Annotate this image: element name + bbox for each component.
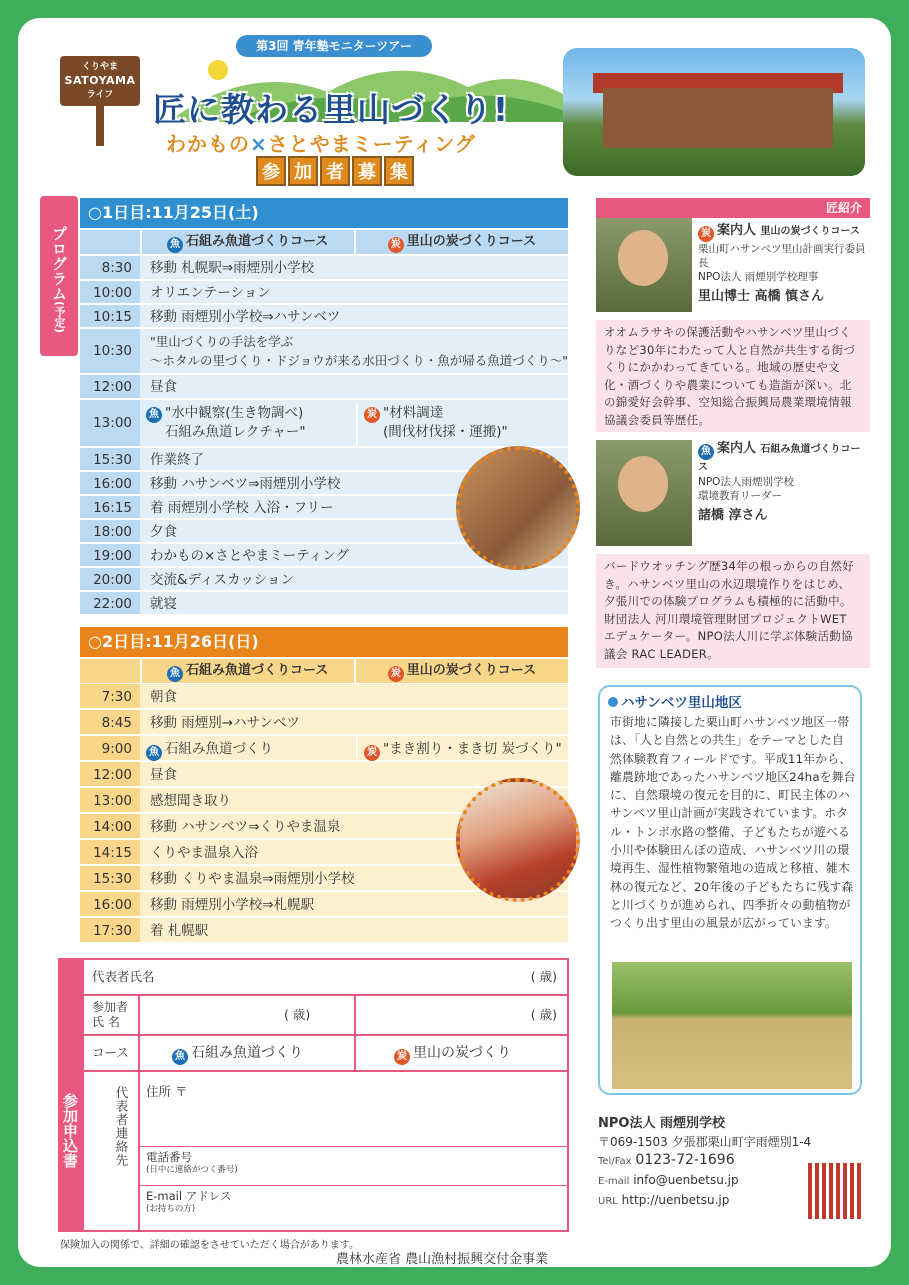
schedule-row (80, 329, 568, 375)
role-course: 里山の炭づくりコース (760, 226, 861, 237)
time: 10:15 (80, 305, 140, 327)
sub-title-b: さとやまミーティング (267, 132, 476, 156)
time: 12:00 (80, 762, 140, 786)
age-field[interactable]: ( 歳) (530, 969, 557, 984)
recruit-banner (256, 156, 414, 186)
day1-course-row (80, 230, 568, 254)
satoyama-sign (60, 48, 140, 144)
course-coal-text: 里山の炭づくり (413, 1045, 511, 1061)
guide2-line1: NPO法人雨煙別学校 (698, 476, 794, 488)
guide2-info (698, 442, 870, 523)
time: 16:00 (80, 892, 140, 916)
course-label: 石組み魚道づくりコース (185, 663, 329, 678)
coal-icon: 炭 (364, 745, 380, 761)
guide2-desc: バードウオッチング歴34年の根っからの自然好き。ハサンベツ里山の水辺環境作りをはじめ、夕張川での体験プログラムも積極的に活動中。財団法人 河川環境管理財団プロジェクトWET エデュケーター。NPO法人川に学ぶ体験活動協議会 RAC LEADER。 (596, 554, 870, 668)
fish-icon: 魚 (167, 237, 183, 253)
tour-badge: 第3回 青年塾モニターツアー (236, 35, 432, 57)
time: 17:30 (80, 918, 140, 942)
url-label: URL (598, 1196, 618, 1207)
recruit-char: 募 (352, 156, 382, 186)
activity: 石組み魚道づくり (165, 741, 273, 757)
rep-name-label: 代表者氏名 (92, 969, 155, 984)
role: 案内人 (717, 441, 757, 456)
sub-title-x: × (250, 132, 268, 156)
field-photo (612, 962, 852, 1089)
activity: "里山づくりの手法を学ぶ (150, 334, 294, 349)
bullet-icon (608, 697, 618, 707)
activity: 作業終了 (140, 448, 568, 470)
day2-course-coal (356, 659, 568, 683)
course-coal-option[interactable] (394, 1036, 511, 1070)
area-title-text: ハサンベツ里山地区 (621, 695, 742, 711)
participant-label-1: 参加者 (92, 1000, 129, 1014)
activity: 感想聞き取り (140, 788, 568, 812)
time: 12:00 (80, 375, 140, 398)
day1-course-coal (356, 230, 568, 254)
schedule-row (80, 400, 568, 448)
flyer-sheet (18, 18, 891, 1267)
course-fish-text: 石組み魚道づくり (191, 1045, 303, 1061)
time: 13:00 (80, 400, 140, 446)
dorm-room-photo (456, 778, 580, 902)
schedule-row (80, 375, 568, 400)
day1-heading (80, 198, 568, 228)
activity: 移動 くりやま温泉⇒雨煙別小学校 (140, 866, 568, 890)
phone-field[interactable] (146, 1151, 238, 1177)
activity: くりやま温泉入浴 (140, 840, 568, 864)
course-label: 里山の炭づくりコース (406, 234, 537, 249)
activity: 移動 ハサンベツ⇒くりやま温泉 (140, 814, 568, 838)
mail-label: E-mail (598, 1176, 630, 1187)
participant-row (84, 996, 567, 1036)
participant-label-2: 氏 名 (92, 1015, 120, 1029)
tel-label: Tel/Fax (598, 1156, 632, 1167)
website-link[interactable]: http://uenbetsu.jp (621, 1193, 730, 1207)
recruit-char: 者 (320, 156, 350, 186)
activity: 朝食 (140, 684, 568, 708)
time: 14:00 (80, 814, 140, 838)
guide1-photo (596, 218, 692, 312)
guide2-photo (596, 440, 692, 546)
fish-icon: 魚 (146, 407, 162, 423)
guide2-name: 諸橋 淳さん (698, 508, 768, 523)
activity: 着 札幌駅 (140, 918, 568, 942)
day1-course-fish (142, 230, 354, 254)
schedule-row (80, 736, 568, 762)
schedule-row (80, 568, 568, 592)
role: 案内人 (717, 223, 757, 238)
age-field[interactable]: ( 歳) (530, 1007, 557, 1022)
guide1-line1: 栗山町ハサンベツ里山計画実行委員長 (698, 243, 866, 269)
form-tag: 参加申込書 (58, 958, 82, 1232)
coal-icon: 炭 (394, 1049, 410, 1065)
day1-weekday: (土) (228, 203, 259, 222)
activity: 夕食 (140, 520, 568, 542)
coal-icon: 炭 (364, 407, 380, 423)
application-form (82, 958, 569, 1232)
time: 20:00 (80, 568, 140, 590)
main-title: 匠に教わる里山づくり! (153, 90, 510, 129)
coal-icon: 炭 (388, 666, 404, 682)
school-building-photo (563, 48, 865, 176)
tel-number: 0123-72-1696 (635, 1152, 735, 1168)
activity: (間伐材伐採・運搬)" (383, 424, 508, 440)
sub-title-a: わかもの (166, 132, 250, 156)
program-tag (40, 196, 78, 356)
activity: 移動 雨煙別→ハサンベツ (140, 710, 568, 734)
sign-bottom: ライフ (86, 90, 114, 100)
time: 8:30 (80, 256, 140, 279)
activity: 交流&ディスカッション (140, 568, 568, 590)
activity: 着 雨煙別小学校 入浴・フリー (140, 496, 568, 518)
guide1-name: 里山博士 高橋 慎さん (698, 289, 825, 304)
activity: 就寝 (140, 592, 568, 614)
activity: 昼食 (140, 762, 568, 786)
activity: "まき割り・まき切 炭づくり" (383, 741, 562, 757)
activity: 移動 雨煙別小学校⇒ハサンベツ (140, 305, 568, 327)
coal-icon: 炭 (698, 226, 714, 242)
time: 18:00 (80, 520, 140, 542)
course-label: 里山の炭づくりコース (406, 663, 537, 678)
sponsor-line: 農林水産省 農山漁村振興交付金事業 (336, 1252, 549, 1267)
activity: 昼食 (140, 375, 568, 398)
activity-line2: 〜ホタルの里づくり・ドジョウが来る水田づくり・魚が帰る魚道づくり〜" (150, 353, 569, 368)
area-text: 市街地に隣接した栗山町ハサンベツ地区一帯は、「人と自然との共生」をテーマとした自然体験教育フィールドです。平成11年から、離農跡地であったハサンベツ地区24haを舞台に、自然環境の復元を目的に、町民主体のハサンベツ里山計画が実践されています。ホタル・トンボ水路の整備、子どもたちが遊べる小川や体験田んぼの造成、ハサンベツ川の環境再生、湿性植物繁殖地の造成と移植、雑木林の復元など、20年後の子どもたちに残す森と川づくりが進められ、四季折々の動植物がつくり出す里山の風景が広がっています。 (610, 715, 856, 931)
time: 22:00 (80, 592, 140, 614)
time: 10:00 (80, 281, 140, 303)
program-tag-note: (予定) (53, 301, 66, 334)
schedule-row (80, 281, 568, 305)
age-field[interactable]: ( 歳) (284, 1007, 311, 1022)
program-tag-label: プログラム (50, 226, 68, 302)
activity: 移動 雨煙別小学校⇒札幌駅 (140, 892, 568, 916)
recruit-char: 参 (256, 156, 286, 186)
course-fish-option[interactable] (172, 1036, 303, 1070)
rep-name-row (84, 960, 567, 996)
activity: "水中観察(生き物調べ) (165, 405, 304, 421)
guide2-line2: 環境教育リーダー (698, 490, 782, 502)
day1-date: 11月25日 (151, 203, 229, 222)
course-label: 石組み魚道づくりコース (185, 234, 329, 249)
participant-label (92, 996, 138, 1034)
schedule-row (80, 256, 568, 281)
day1-prefix: ○1日目: (88, 203, 152, 222)
time: 10:30 (80, 329, 140, 373)
activity: 移動 ハサンベツ⇒雨煙別小学校 (140, 472, 568, 494)
time: 15:30 (80, 866, 140, 890)
phone-label: 電話番号 (146, 1150, 192, 1164)
guide1-desc: オオムラサキの保護活動やハサンベツ里山づくりなど30年にわたって人と自然が共生する街づくりにかかわってきている。地域の歴史や文化・酒づくりや農業についても造詣が深い。北の錦愛好会幹事、空知総合振興局農業環境情報協議会委員等歴任。 (596, 320, 870, 432)
phone-note: (日中に連絡がつく番号) (146, 1165, 238, 1175)
role-course: 石組み魚道づくりコース (698, 444, 861, 473)
day2-course-row (80, 659, 568, 683)
activity: 石組み魚道レクチャー" (165, 424, 306, 440)
day2-prefix: ○2日目: (88, 632, 152, 651)
activity: わかもの×さとやまミーティング (140, 544, 568, 566)
activity: オリエンテーション (140, 281, 568, 303)
time: 14:15 (80, 840, 140, 864)
coal-icon: 炭 (388, 237, 404, 253)
fish-icon: 魚 (146, 745, 162, 761)
fish-icon: 魚 (167, 666, 183, 682)
time: 16:00 (80, 472, 140, 494)
recruit-char: 加 (288, 156, 318, 186)
time: 16:15 (80, 496, 140, 518)
recruit-char: 集 (384, 156, 414, 186)
email-field[interactable] (146, 1190, 231, 1216)
mail-address[interactable]: info@uenbetsu.jp (633, 1173, 739, 1187)
activity: "材料調達 (383, 405, 444, 421)
time: 8:45 (80, 710, 140, 734)
email-note: (お持ちの方) (146, 1204, 196, 1214)
schedule-row (80, 305, 568, 329)
address-field[interactable]: 住所 〒 (146, 1084, 188, 1099)
sub-title (166, 128, 546, 157)
activity: 移動 札幌駅⇒雨煙別小学校 (140, 256, 568, 279)
expert-intro-bar: 匠紹介 (596, 198, 870, 218)
qr-code-icon (808, 1163, 864, 1219)
area-title (608, 691, 742, 711)
time: 19:00 (80, 544, 140, 566)
day2-date: 11月26日 (151, 632, 229, 651)
schedule-row (80, 592, 568, 616)
email-label: E-mail アドレス (146, 1189, 232, 1203)
time: 13:00 (80, 788, 140, 812)
day2-course-fish (142, 659, 354, 683)
contact-address: 〒069-1503 夕張郡栗山町字雨煙別1-4 (598, 1135, 812, 1149)
contact-org: NPO法人 雨煙別学校 (598, 1116, 725, 1131)
classroom-photo (456, 446, 580, 570)
course-label: コース (92, 1045, 129, 1060)
rep-contact-label: 代表者連絡先 (114, 1086, 129, 1167)
course-select-row (84, 1036, 567, 1072)
fish-icon: 魚 (698, 444, 714, 460)
sign-mid: SATOYAMA (64, 74, 136, 87)
day2-weekday: (日) (228, 632, 259, 651)
schedule-row (80, 684, 568, 710)
guide1-info (698, 224, 870, 304)
fish-icon: 魚 (172, 1049, 188, 1065)
time: 7:30 (80, 684, 140, 708)
schedule-row (80, 918, 568, 944)
sign-top: くりやま (81, 62, 118, 72)
guide1-line2: NPO法人 雨煙別学校理事 (698, 271, 819, 283)
time: 15:30 (80, 448, 140, 470)
area-box (598, 685, 862, 1095)
day2-heading (80, 627, 568, 657)
time: 9:00 (80, 736, 140, 760)
rep-contact-block (84, 1072, 567, 1230)
insurance-note: 保険加入の関係で、詳細の確認をさせていただく場合があります。 (60, 1240, 359, 1251)
schedule-row (80, 710, 568, 736)
